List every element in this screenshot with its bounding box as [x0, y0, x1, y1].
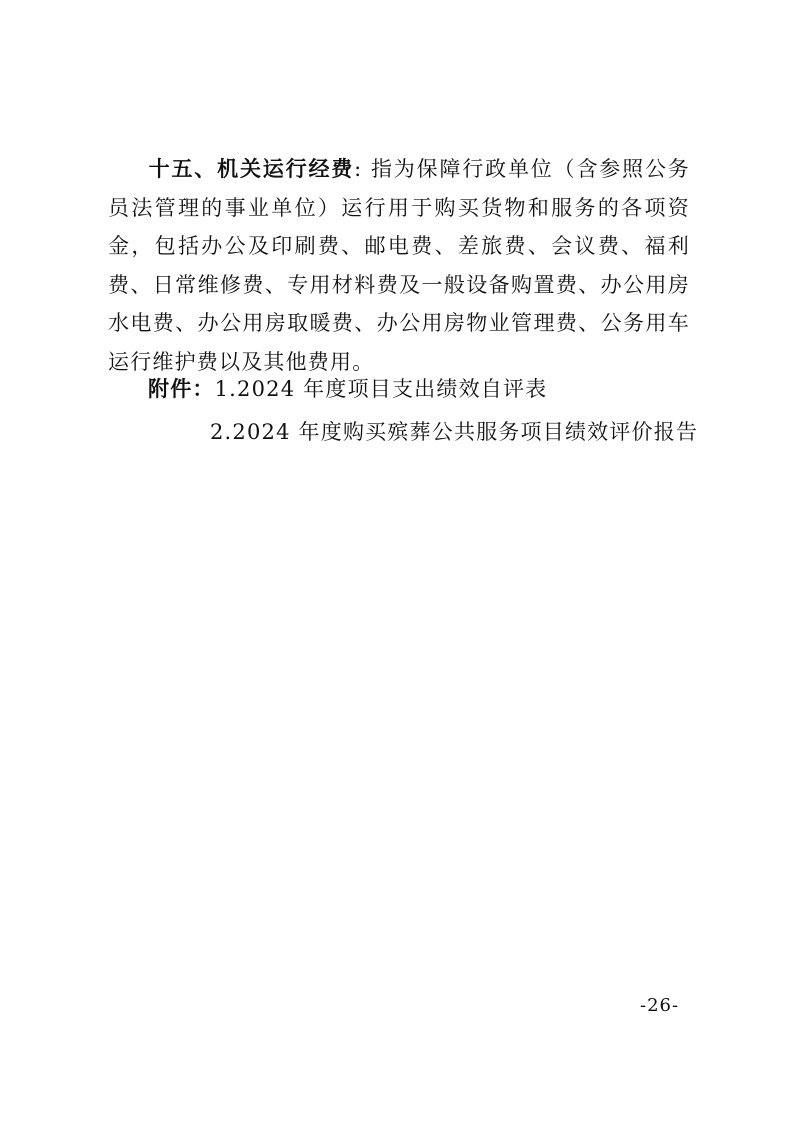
page-number: -26-: [640, 995, 680, 1016]
section-paragraph: [108, 150, 690, 381]
section-heading: 十五、机关运行经费: [148, 157, 355, 181]
attachment-label: 附件：: [148, 377, 215, 401]
section-separator: :: [354, 157, 363, 181]
attachment-line-1: [148, 370, 547, 408]
attachment-item-1: 1.2024 年度项目支出绩效自评表: [214, 377, 548, 401]
section-body: 指为保障行政单位（含参照公务员法管理的事业单位）运行用于购买货物和服务的各项资金，包括办公及印刷费、邮电费、差旅费、会议费、福利费、日常维修费、专用材料费及一般设备购置费、办公用房水电费、办公用房取暖费、办公用房物业管理费、公务用车运行维护费以及其他费用。: [108, 157, 690, 374]
attachment-item-2: 2.2024 年度购买殡葬公共服务项目绩效评价报告: [210, 420, 699, 444]
attachment-line-2: [210, 413, 698, 451]
